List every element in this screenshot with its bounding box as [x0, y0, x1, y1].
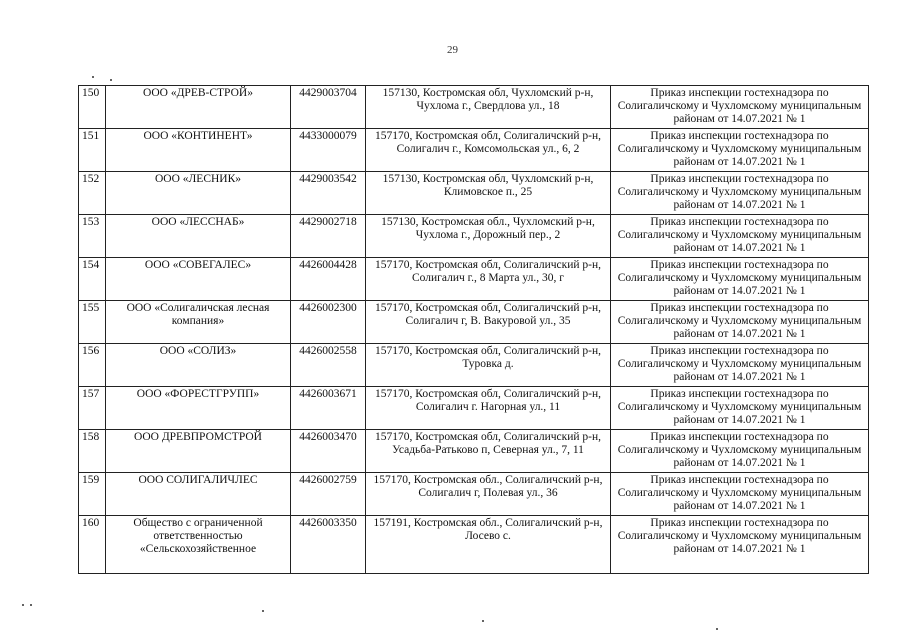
- scan-speck: [482, 620, 484, 622]
- basis-document: Приказ инспекции гостехнадзора по Солигаличскому и Чухломскому муниципальным районам от 14.07.2021 № 1: [611, 387, 869, 430]
- table-row: [79, 473, 869, 516]
- organization-name: ООО ДРЕВПРОМСТРОЙ: [106, 430, 291, 473]
- page-number: 29: [447, 44, 458, 56]
- address: 157130, Костромская обл, Чухломский р-н, Климовское п., 25: [366, 172, 611, 215]
- organization-name: ООО СОЛИГАЛИЧЛЕС: [106, 473, 291, 516]
- scan-speck: [262, 610, 264, 612]
- inn-code: 4426002558: [291, 344, 366, 387]
- table-row: [79, 172, 869, 215]
- address: 157170, Костромская обл., Солигаличский р-н, Солигалич г, Полевая ул., 36: [366, 473, 611, 516]
- table-row: [79, 344, 869, 387]
- inn-code: 4426003671: [291, 387, 366, 430]
- inn-code: 4429002718: [291, 215, 366, 258]
- inn-code: 4433000079: [291, 129, 366, 172]
- scan-speck: [30, 604, 32, 606]
- inn-code: 4429003704: [291, 86, 366, 129]
- inn-code: 4426004428: [291, 258, 366, 301]
- address: 157191, Костромская обл., Солигаличский р-н, Лосево с.: [366, 516, 611, 574]
- table-row: [79, 430, 869, 473]
- row-number: 158: [79, 430, 106, 473]
- organization-name: Общество с ограниченной ответственностью «Сельскохозяйственное: [106, 516, 291, 574]
- basis-document: Приказ инспекции гостехнадзора по Солигаличскому и Чухломскому муниципальным районам от 14.07.2021 № 1: [611, 473, 869, 516]
- table-row: [79, 516, 869, 574]
- address: 157170, Костромская обл, Солигаличский р-н, Усадьба-Ратьково п, Северная ул., 7, 11: [366, 430, 611, 473]
- address: 157170, Костромская обл, Солигаличский р-н, Солигалич г. Нагорная ул., 11: [366, 387, 611, 430]
- basis-document: Приказ инспекции гостехнадзора по Солигаличскому и Чухломскому муниципальным районам от 14.07.2021 № 1: [611, 172, 869, 215]
- inn-code: 4429003542: [291, 172, 366, 215]
- organization-name: ООО «КОНТИНЕНТ»: [106, 129, 291, 172]
- basis-document: Приказ инспекции гостехнадзора по Солигаличскому и Чухломскому муниципальным районам от 14.07.2021 № 1: [611, 129, 869, 172]
- row-number: 160: [79, 516, 106, 574]
- table-row: [79, 301, 869, 344]
- table-row: [79, 129, 869, 172]
- table-row: [79, 215, 869, 258]
- scan-speck: [110, 79, 112, 81]
- address: 157170, Костромская обл, Солигаличский р-н, Солигалич г., 8 Марта ул., 30, г: [366, 258, 611, 301]
- basis-document: Приказ инспекции гостехнадзора по Солигаличскому и Чухломскому муниципальным районам от 14.07.2021 № 1: [611, 86, 869, 129]
- inn-code: 4426002759: [291, 473, 366, 516]
- organization-name: ООО «ДРЕВ-СТРОЙ»: [106, 86, 291, 129]
- organization-name: ООО «СОЛИЗ»: [106, 344, 291, 387]
- basis-document: Приказ инспекции гостехнадзора по Солигаличскому и Чухломскому муниципальным районам от 14.07.2021 № 1: [611, 215, 869, 258]
- row-number: 154: [79, 258, 106, 301]
- basis-document: Приказ инспекции гостехнадзора по Солигаличскому и Чухломскому муниципальным районам от 14.07.2021 № 1: [611, 258, 869, 301]
- address: 157130, Костромская обл., Чухломский р-н, Чухлома г., Дорожный пер., 2: [366, 215, 611, 258]
- address: 157170, Костромская обл, Солигаличский р-н, Солигалич г, В. Вакуровой ул., 35: [366, 301, 611, 344]
- basis-document: Приказ инспекции гостехнадзора по Солигаличскому и Чухломскому муниципальным районам от 14.07.2021 № 1: [611, 301, 869, 344]
- row-number: 150: [79, 86, 106, 129]
- basis-document: Приказ инспекции гостехнадзора по Солигаличскому и Чухломскому муниципальным районам от 14.07.2021 № 1: [611, 344, 869, 387]
- organization-name: ООО «СОВЕГАЛЕС»: [106, 258, 291, 301]
- registry-table-body: [79, 86, 869, 574]
- address: 157170, Костромская обл, Солигаличский р-н, Солигалич г., Комсомольская ул., 6, 2: [366, 129, 611, 172]
- row-number: 155: [79, 301, 106, 344]
- row-number: 151: [79, 129, 106, 172]
- inn-code: 4426003470: [291, 430, 366, 473]
- table-row: [79, 387, 869, 430]
- basis-document: Приказ инспекции гостехнадзора по Солигаличскому и Чухломскому муниципальным районам от 14.07.2021 № 1: [611, 516, 869, 574]
- address: 157130, Костромская обл, Чухломский р-н, Чухлома г., Свердлова ул., 18: [366, 86, 611, 129]
- organization-name: ООО «ФОРЕСТГРУПП»: [106, 387, 291, 430]
- row-number: 153: [79, 215, 106, 258]
- organization-name: ООО «ЛЕССНАБ»: [106, 215, 291, 258]
- row-number: 159: [79, 473, 106, 516]
- basis-document: Приказ инспекции гостехнадзора по Солигаличскому и Чухломскому муниципальным районам от 14.07.2021 № 1: [611, 430, 869, 473]
- inn-code: 4426003350: [291, 516, 366, 574]
- row-number: 152: [79, 172, 106, 215]
- address: 157170, Костромская обл, Солигаличский р-н, Туровка д.: [366, 344, 611, 387]
- inn-code: 4426002300: [291, 301, 366, 344]
- table-row: [79, 258, 869, 301]
- scan-speck: [716, 628, 718, 630]
- scan-speck: [92, 76, 94, 78]
- row-number: 156: [79, 344, 106, 387]
- registry-table: [78, 85, 869, 574]
- table-row: [79, 86, 869, 129]
- organization-name: ООО «ЛЕСНИК»: [106, 172, 291, 215]
- scan-speck: [22, 604, 24, 606]
- organization-name: ООО «Солигаличская лесная компания»: [106, 301, 291, 344]
- row-number: 157: [79, 387, 106, 430]
